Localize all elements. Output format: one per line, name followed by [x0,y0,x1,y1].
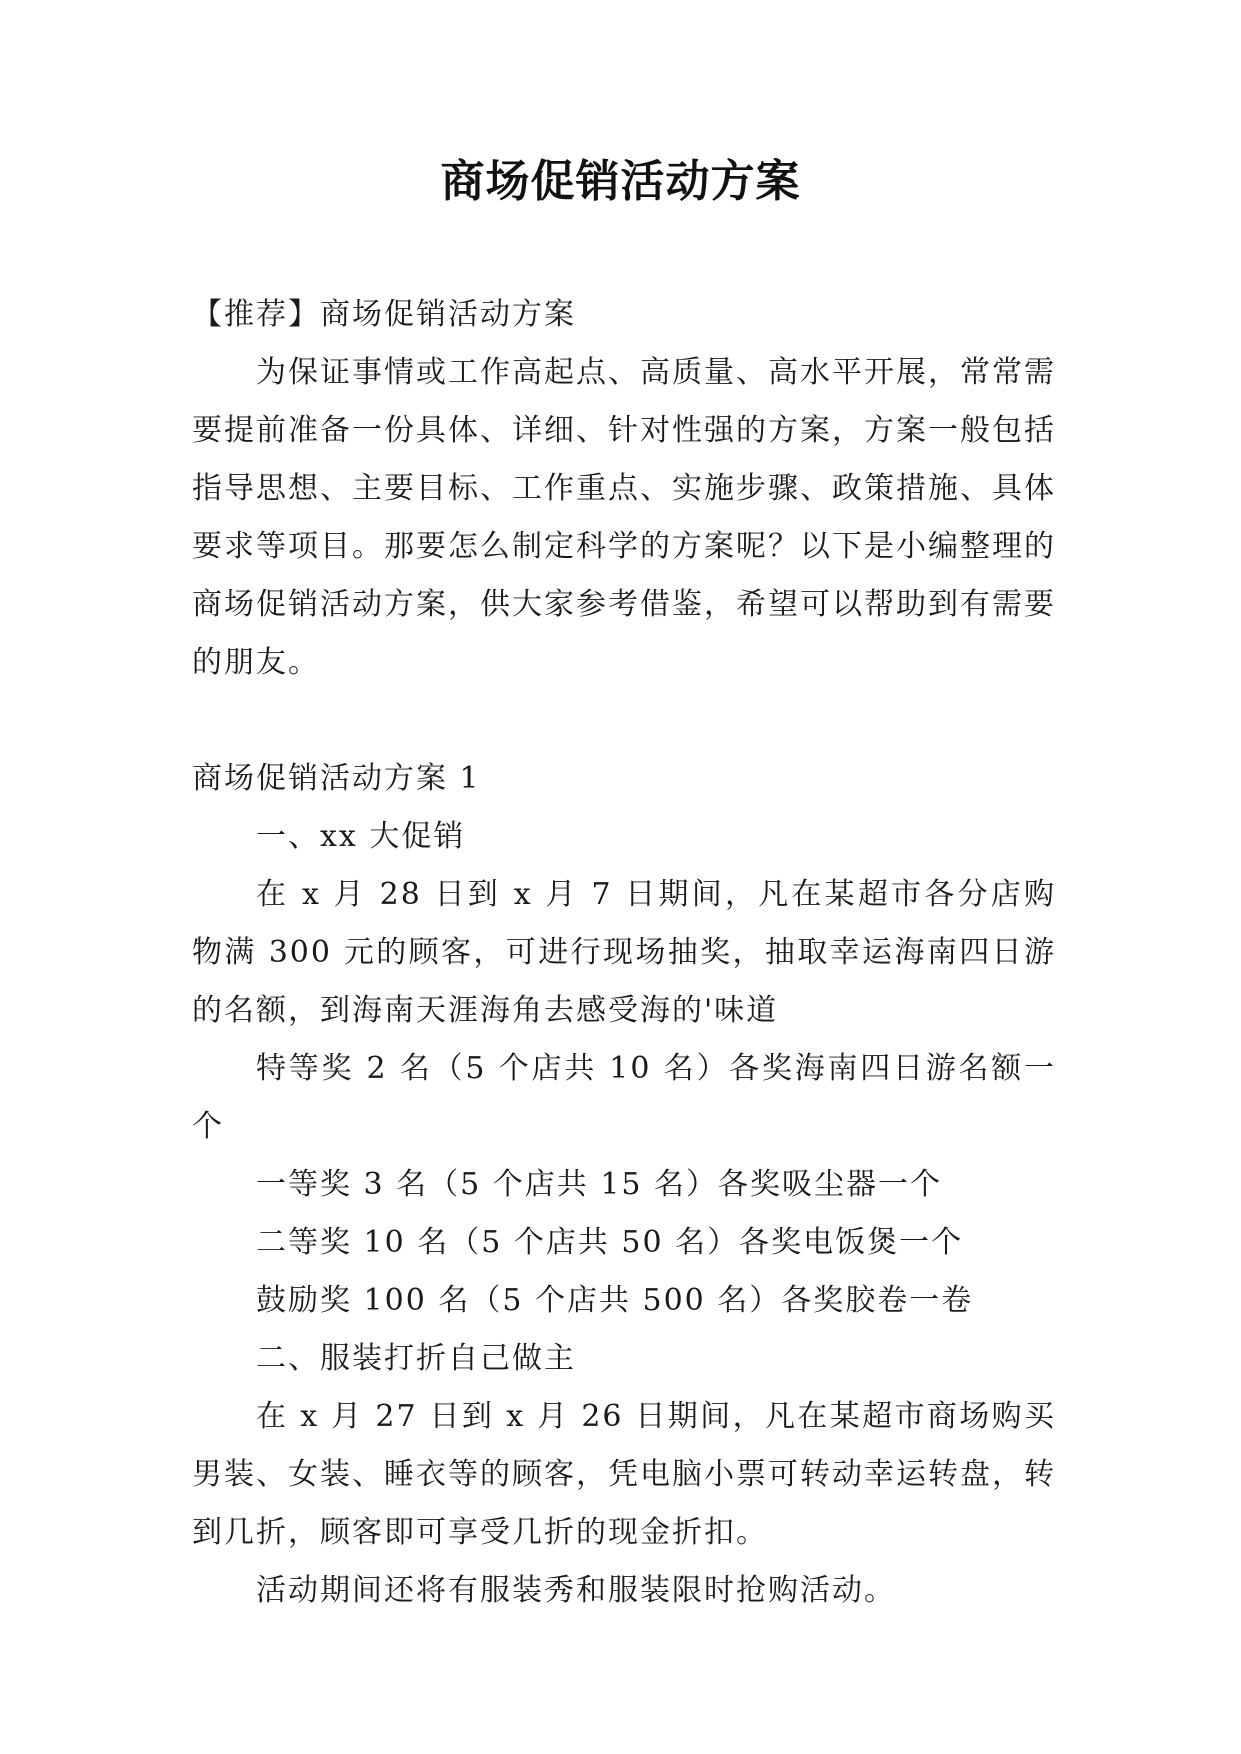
paragraph-recommend: 【推荐】商场促销活动方案 [192,297,576,332]
prize-first: 一等奖 3 名（5 个店共 15 名）各奖吸尘器一个 [256,1167,943,1202]
paragraph-intro: 为保证事情或工作高起点、高质量、高水平开展，常常需要提前准备一份具体、详细、针对性强的方案，方案一般包括指导思想、主要目标、工作重点、实施步骤、政策措施、具体要求等项目。那要怎么制定科学的方案呢？以下是小编整理的商场促销活动方案，供大家参考借鉴，希望可以帮助到有需要的朋友。 [192,355,1056,680]
paragraph-promotion-details: 在 x 月 28 日到 x 月 7 日期间，凡在某超市各分店购物满 300 元的顾客，可进行现场抽奖，抽取幸运海南四日游的名额，到海南天涯海角去感受海的'味道 [192,877,1056,1028]
prize-encouragement: 鼓励奖 100 名（5 个店共 500 名）各奖胶卷一卷 [256,1283,974,1318]
prize-second: 二等奖 10 名（5 个店共 50 名）各奖电饭煲一个 [256,1225,964,1260]
paragraph-clothing-details: 在 x 月 27 日到 x 月 26 日期间，凡在某超市商场购买男装、女装、睡衣等的顾客，凭电脑小票可转动幸运转盘，转到几折，顾客即可享受几折的现金折扣。 [192,1399,1056,1550]
paragraph-fashion-show: 活动期间还将有服装秀和服装限时抢购活动。 [256,1573,896,1608]
prize-grand: 特等奖 2 名（5 个店共 10 名）各奖海南四日游名额一个 [192,1051,1056,1144]
subheading-clothing-discount: 二、服装打折自己做主 [256,1341,576,1376]
document-body [192,286,1056,1620]
document-title: 商场促销活动方案 [440,156,801,207]
subheading-promotion: 一、xx 大促销 [256,819,466,854]
paragraph-spacer [192,692,1056,750]
section-heading: 商场促销活动方案 1 [192,761,481,796]
